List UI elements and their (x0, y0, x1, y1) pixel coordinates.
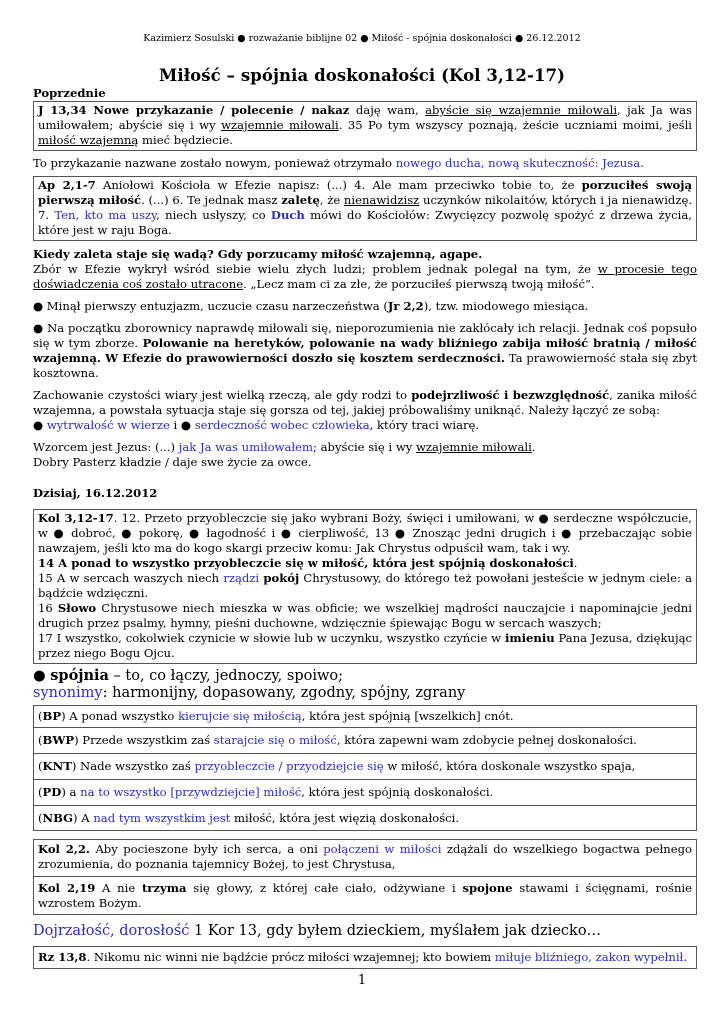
text: , że (319, 193, 344, 207)
text: Chrystusowe niech mieszka w was obficie; we wszelkiej mądrości nauczajcie i napominajcie jedni drugich przez psalmy, hymny, pieśni duchowne, wdzięcznie śpiewając Bogu w sercach waszych; (38, 601, 692, 630)
text: ) A (73, 811, 94, 825)
text: się głowy, z której całe ciało, odżywiane i (186, 881, 463, 895)
text: , zanika miłość wzajemna, a powstała sytuacja staje się gorsza od tej, jakiej próbowaliśmy uniknąć. Należy łączyć ze sobą: (33, 388, 697, 417)
text: Zachowanie czystości wiary jest wielką rzeczą, ale gdy rodzi to (33, 388, 412, 402)
text: daję wam, (349, 103, 426, 117)
bold-text: spójnia (50, 667, 109, 684)
bold-text: Słowo (57, 601, 97, 615)
translation-row: (NBG) A nad tym wszystkim jest miłość, która jest więzią doskonałości. (38, 811, 460, 825)
underlined-text: w procesie tego doświadczenia coś zostało utracone (33, 262, 697, 291)
translation-abbr: PD (42, 785, 62, 799)
highlight-text: kierujcie się miłością (178, 709, 302, 723)
verse-kol2-2 (34, 840, 696, 877)
text: Zbór w Efezie wykrył wśród siebie wielu złych ludzi; problem jednak polegał na tym, że (33, 262, 598, 276)
paragraph-jesus-model (33, 440, 697, 470)
text: ) Przede wszystkim zaś (74, 733, 214, 747)
highlight-text: starajcie się o miłość (213, 733, 337, 747)
bold-text: Kiedy zaleta staje się wadą? Gdy porzucamy miłość wzajemną, agape. (33, 247, 483, 261)
paragraph-purity-of-faith (33, 388, 697, 433)
text: mieć będziecie. (138, 133, 233, 147)
text: miłość, która jest więzią doskonałości. (230, 811, 460, 825)
highlight-text: rządzi (223, 571, 260, 585)
page-number: 1 (357, 973, 367, 988)
text: mówi do Kościołów: Zwycięzcy pozwolę spożyć z drzewa życia, które jest w raju Boga. (38, 208, 692, 237)
text: , który traci wiarę. (369, 418, 480, 432)
underlined-text: wzajemnie miłowali (221, 118, 339, 132)
text: . (683, 950, 687, 964)
quote-box-rz13 (33, 946, 697, 969)
text: . „Lecz mam ci za złe, że porzuciłeś pierwszą twoją miłość”. (243, 277, 595, 291)
text: . 12. Przeto przyobleczcie się jako wybrani Boży, święci i umiłowani, w ● serdeczne współczucie, w ● dobroć, ● pokorę, ● łagodność i ● cierpliwość, 13 ● Znosząc jedni drugich i ● przebaczając sobie nawzajem, jeśli kto ma do kogo skargi przeciw komu: Jak Chrystus odpuścił wam, tak i wy. (38, 511, 692, 555)
bold-text: Jr 2,2 (387, 299, 424, 313)
text: . (...) 6. Te jednak masz (141, 193, 282, 207)
underlined-text: wzajemnie miłowali (415, 440, 532, 454)
paragraph-question (33, 247, 697, 292)
text: ● Na początku zborownicy naprawdę miłowali się, nieporozumienia nie zakłócały ich relacji. Jednak coś popsuło się w tym zborze. (33, 321, 697, 350)
translation-row: (BWP) Przede wszystkim zaś starajcie się o miłość, która zapewni wam zdobycie pełnej doskonałości. (34, 728, 696, 754)
text: , która jest spójnią [wszelkich] cnót. (301, 709, 514, 723)
text: Chrystusowy, do którego też powołani jesteście w jednym ciele: a bądźcie wdzięczni. (38, 571, 693, 600)
bold-text: pokój (263, 571, 300, 585)
translation-abbr: KNT (42, 759, 72, 773)
translations-box (33, 705, 697, 831)
text: zdążali do wszelkiego bogactwa pełnego zrozumienia, do poznania tajemnicy Bożej, to jest Chrystusa, (38, 842, 693, 871)
translation-row: (KNT) Nade wszystko zaś przyobleczcie / przyodziejcie się w miłość, która doskonale wszystko spaja, (34, 754, 696, 780)
text: 17 I wszystko, cokolwiek czynicie w słowie lub w uczynku, wszystko czyńcie w (38, 631, 505, 645)
text: – to, co łączy, jednoczy, spoiwo; (108, 668, 344, 684)
text: ● (33, 668, 51, 684)
text: , która jest spójnią doskonałości. (301, 785, 494, 799)
bold-text: 14 A ponad to wszystko przyobleczcie się w miłość, która jest spójnią doskonałości (38, 556, 574, 570)
highlight-text: połączeni w miłości (323, 842, 442, 856)
verse-ref: J 13,34 Nowe przykazanie / polecenie / nakaz (38, 103, 350, 117)
quote-box-kol3 (33, 509, 697, 664)
highlight-text: Dojrzałość, dorosłość (33, 923, 190, 939)
text: Wzorcem jest Jezus: (...) (33, 440, 179, 454)
bold-text: podejrzliwość i bezwzględność (411, 388, 610, 402)
paragraph-maturity (33, 923, 697, 940)
translation-row: (BP) A ponad wszystko kierujcie się miłością, która jest spójnią [wszelkich] cnót. (34, 706, 696, 728)
text: Pana Jezusa, dziękując przez niego Bogu Ojcu. (38, 631, 692, 660)
underlined-text: abyście się wzajemnie miłowali (425, 103, 618, 117)
verse-ref: Rz 13,8 (38, 950, 87, 964)
translation-abbr: NBG (42, 811, 74, 825)
bold-text: spojone (462, 881, 513, 895)
highlight-text: jak Ja was umiłowałem (178, 440, 314, 454)
text: ; abyście się i wy (313, 440, 416, 454)
text: . 35 Po tym wszyscy poznają, żeście uczniami moimi, jeśli (338, 118, 693, 132)
highlight-text: nowego ducha, nową skuteczność: Jezusa (395, 156, 641, 170)
text: 15 A w sercach waszych niech (38, 571, 224, 585)
verse-kol2-19 (34, 877, 696, 914)
text: To przykazanie nazwane zostało nowym, ponieważ otrzymało (33, 156, 396, 170)
text: ), tzw. miodowego miesiąca. (423, 299, 589, 313)
text: ) Nade wszystko zaś (71, 759, 195, 773)
text: Dobry Pasterz kładzie / daje swe życie za owce. (33, 455, 312, 469)
highlight-text: na to wszystko [przywdziejcie] miłość (80, 785, 302, 799)
bold-text: trzyma (141, 881, 187, 895)
text: ● (33, 418, 47, 432)
text: i ● (169, 418, 195, 432)
translation-abbr: BP (42, 709, 62, 723)
text: , jak Ja was umiłowałem; abyście się i wy (38, 103, 692, 132)
quote-box-kol2 (33, 839, 697, 915)
quote-box-j13 (33, 101, 697, 151)
text: ) A ponad wszystko (61, 709, 179, 723)
section-label-previous: Poprzednie (33, 86, 106, 100)
text: 16 (38, 601, 58, 615)
highlight-text: nad tym wszystkim jest (93, 811, 231, 825)
bold-text: porzuciłeś swoją pierwszą miłość (38, 178, 692, 207)
translation-row: (PD) a na to wszystko [przywdziejcie] miłość, która jest spójnią doskonałości. (34, 780, 696, 806)
quote-box-ap2 (33, 176, 697, 241)
text: 1 Kor 13, gdy byłem dzieckiem, myślałem jak dziecko… (189, 923, 602, 939)
text: A nie (95, 881, 142, 895)
verse-ref: Kol 3,12-17 (38, 511, 114, 525)
text: . (640, 156, 644, 170)
text: w miłość, która doskonale wszystko spaja, (383, 759, 636, 773)
highlight-text: wytrwałość w wierze (46, 418, 170, 432)
text: uczynków nikolaitów, których i ja nienawidzę. 7. (38, 193, 693, 222)
paragraph-first-enthusiasm (33, 299, 697, 314)
page-header: Kazimierz Sosulski ● rozważanie biblijne 02 ● Miłość - spójnia doskonałości ● 26.12.2012 (143, 33, 581, 44)
text: . (573, 556, 578, 570)
bold-text: imieniu (504, 631, 555, 645)
paragraph-spojnia-definition (33, 667, 697, 702)
highlight-text: synonimy (33, 685, 103, 701)
text: ● Minął pierwszy entuzjazm, uczucie czasu narzeczeństwa ( (33, 299, 388, 313)
text: . Nikomu nic winni nie bądźcie prócz miłości wzajemnej; kto bowiem (86, 950, 495, 964)
verse-ref: Ap 2,1-7 (38, 178, 96, 192)
page-title: Miłość – spójnia doskonałości (Kol 3,12-17) (158, 66, 566, 85)
highlight-text: Ten, kto ma uszy (54, 208, 157, 222)
text: ) a (61, 785, 81, 799)
paragraph-new-commandment (33, 156, 697, 171)
text: : harmonijny, dopasowany, zgodny, spójny, zgrany (102, 685, 466, 701)
paragraph-church-problem (33, 321, 697, 381)
highlight-text: przyobleczcie / przyodziejcie się (194, 759, 384, 773)
text: , która zapewni wam zdobycie pełnej doskonałości. (336, 733, 637, 747)
verse-ref: Kol 2,19 (38, 881, 96, 895)
highlight-text: miłuje bliźniego, zakon wypełnił (494, 950, 684, 964)
text: , niech usłyszy, co (156, 208, 271, 222)
text: Ta prawowierność stała się zbyt kosztowna. (33, 351, 697, 380)
document-body (33, 86, 697, 969)
text: stawami i ścięgnami, rośnie wzrostem Bożym. (38, 881, 692, 910)
section-label-today: Dzisiaj, 16.12.2012 (33, 486, 158, 500)
bold-text: Polowanie na heretyków, polowanie na wady bliźniego zabija miłość bratnią / miłość wzajemną. W Efezie do prawowierności doszło się kosztem serdeczności. (33, 336, 697, 365)
highlight-text: serdeczność wobec człowieka (194, 418, 370, 432)
text: Aniołowi Kościoła w Efezie napisz: (...) 4. Ale mam przeciwko tobie to, że (95, 178, 582, 192)
underlined-text: nienawidzisz (343, 193, 420, 207)
translation-abbr: BWP (42, 733, 75, 747)
underlined-text: miłość wzajemną (38, 133, 139, 147)
highlight-text: Duch (270, 208, 305, 222)
bold-text: zaletę (281, 193, 320, 207)
text: . (531, 440, 536, 454)
verse-ref: Kol 2,2. (38, 842, 90, 856)
text: Aby pocieszone były ich serca, a oni (89, 842, 324, 856)
